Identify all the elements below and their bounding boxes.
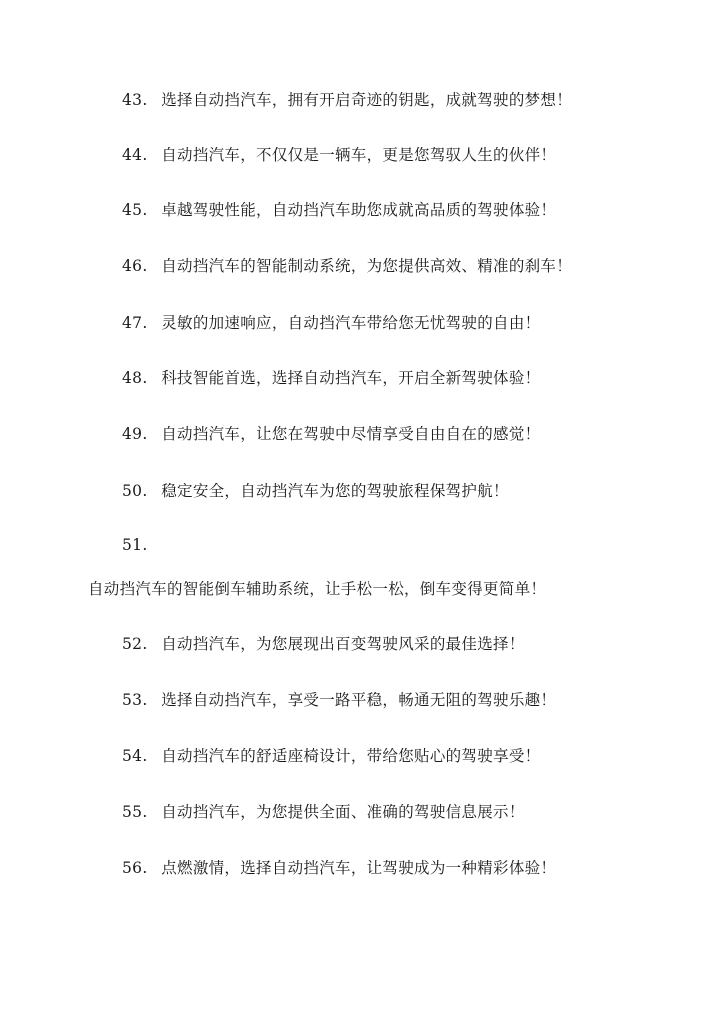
list-item (122, 690, 556, 710)
list-item (122, 313, 540, 333)
item-number: 44. (122, 146, 148, 164)
item-text: 自动挡汽车，为您展现出百变驾驶风采的最佳选择！ (161, 635, 525, 653)
item-number: 45. (122, 201, 148, 219)
list-item (122, 145, 556, 165)
list-item (122, 746, 540, 766)
item-number: 48. (122, 369, 148, 387)
item-text: 自动挡汽车，让您在驾驶中尽情享受自由自在的感觉！ (161, 425, 541, 443)
item-text: 自动挡汽车，不仅仅是一辆车，更是您驾驭人生的伙伴！ (161, 146, 557, 164)
list-item (122, 256, 572, 276)
item-text: 自动挡汽车的智能制动系统，为您提供高效、精准的刹车！ (161, 257, 573, 275)
list-item (122, 481, 509, 501)
list-item (122, 200, 556, 220)
item-number: 51. (122, 536, 148, 554)
list-item (122, 802, 525, 822)
item-number: 47. (122, 314, 148, 332)
item-text: 点燃激情，选择自动挡汽车，让驾驶成为一种精彩体验！ (161, 859, 557, 877)
list-item-continuation (88, 579, 546, 599)
item-text: 选择自动挡汽车，享受一路平稳，畅通无阻的驾驶乐趣！ (161, 691, 557, 709)
item-number: 43. (122, 91, 148, 109)
list-item (122, 634, 525, 654)
item-text: 自动挡汽车的舒适座椅设计，带给您贴心的驾驶享受！ (161, 747, 541, 765)
item-text: 选择自动挡汽车，拥有开启奇迹的钥匙，成就驾驶的梦想！ (161, 91, 573, 109)
item-number: 53. (122, 691, 148, 709)
list-item (122, 424, 540, 444)
list-item (122, 535, 156, 555)
item-number: 54. (122, 747, 148, 765)
item-number: 55. (122, 803, 148, 821)
item-text: 卓越驾驶性能，自动挡汽车助您成就高品质的驾驶体验！ (161, 201, 557, 219)
item-text: 科技智能首选，选择自动挡汽车，开启全新驾驶体验！ (161, 369, 541, 387)
item-text: 灵敏的加速响应，自动挡汽车带给您无忧驾驶的自由！ (161, 314, 541, 332)
item-number: 52. (122, 635, 148, 653)
list-item (122, 858, 556, 878)
item-number: 56. (122, 859, 148, 877)
item-number: 46. (122, 257, 148, 275)
list-item (122, 368, 540, 388)
item-text: 稳定安全，自动挡汽车为您的驾驶旅程保驾护航！ (161, 482, 509, 500)
item-number: 49. (122, 425, 148, 443)
item-number: 50. (122, 482, 148, 500)
item-text: 自动挡汽车的智能倒车辅助系统，让手松一松，倒车变得更简单！ (88, 580, 547, 598)
item-text: 自动挡汽车，为您提供全面、准确的驾驶信息展示！ (161, 803, 525, 821)
list-item (122, 90, 572, 110)
